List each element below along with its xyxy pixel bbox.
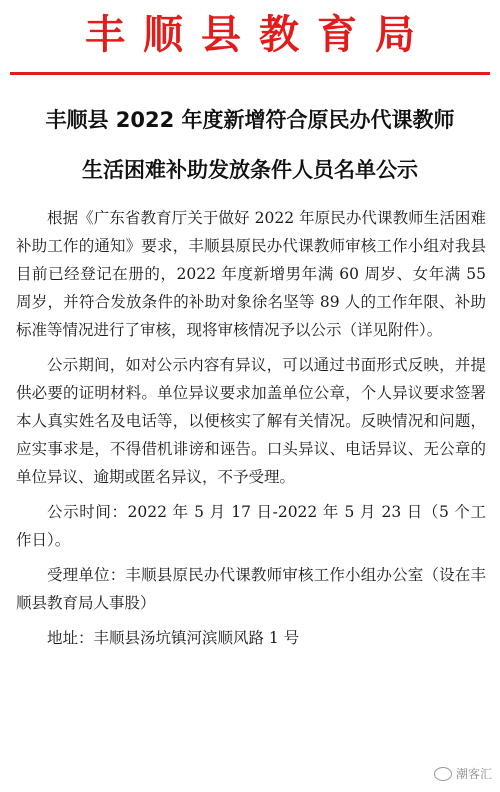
paragraph-basis: 根据《广东省教育厅关于做好 2022 年原民办代课教师生活困难补助工作的通知》要求，丰顺县原民办代课教师审核工作小组对我县目前已经登记在册的，2022 年度新增男年满 60 周岁、女年满 55 周岁，并符合发放条件的补助对象徐名坚等 89 人的工作年限、补助标准等情况进行了审核，现将审核情况予以公示（详见附件）。 (16, 209, 486, 339)
title-line-2: 生活困难补助发放条件人员名单公示 (82, 158, 418, 182)
paragraph-objection: 公示期间，如对公示内容有异议，可以通过书面形式反映，并提供必要的证明材料。单位异议要求加盖单位公章，个人异议要求签署本人真实姓名及电话等，以便核实了解有关情况。反映情况和问题，应实事求是，不得借机诽谤和诬告。口头异议、电话异议、无公章的单位异议、逾期或匿名异议，不予受理。 (16, 356, 486, 486)
watermark-text: 潮客汇 (455, 767, 492, 781)
document-body (16, 204, 486, 659)
letterhead (0, 0, 500, 78)
title-line-1: 丰顺县 2022 年度新增符合原民办代课教师 (45, 108, 455, 132)
wechat-icon (434, 767, 452, 781)
document-title (10, 95, 490, 195)
paragraph-period: 公示时间：2022 年 5 月 17 日-2022 年 5 月 23 日（5 个工作日）。 (16, 503, 486, 549)
watermark (434, 765, 492, 782)
red-divider-line (10, 72, 490, 75)
org-title: 丰顺县教育局 (85, 11, 433, 58)
paragraph-office: 受理单位：丰顺县原民办代课教师审核工作小组办公室（设在丰顺县教育局人事股） (16, 566, 486, 612)
paragraph-address: 地址：丰顺县汤坑镇河滨顺风路 1 号 (47, 629, 300, 647)
